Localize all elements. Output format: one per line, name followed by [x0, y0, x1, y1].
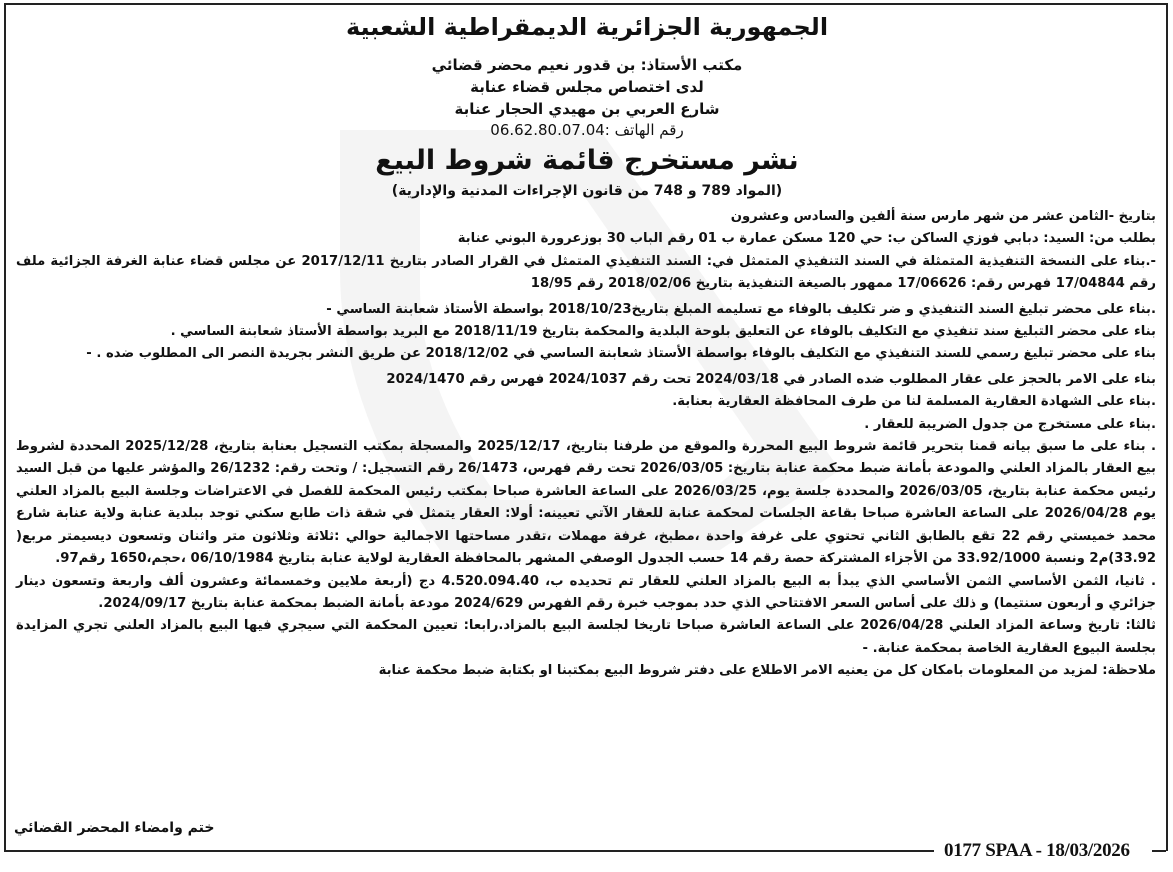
paragraph-requester: بطلب من: السيد: دبابي فوزي الساكن ب: حي 120 مسكن عمارة ب 01 رقم الباب 30 بوزعرورة البوني عنابة: [457, 231, 1156, 247]
notice-subtitle: (المواد 789 و 748 من قانون الإجراءات المدنية والإدارية): [391, 183, 783, 199]
office-phone: رقم الهاتف :06.62.80.07.04: [490, 121, 684, 139]
paragraph-notification-3: بناء على محضر تبليغ رسمي للسند التنفيذي مع التكليف بالوفاء بواسطة الأستاذ شعابنة الساسي في 2018/12/02 عن طريق النشر بجريدة النصر الى المطلوب ضده . -: [86, 346, 1156, 362]
bottom-rule-right: [1152, 850, 1166, 852]
paragraph-notification-1: .بناء على محضر تبليغ السند التنفيذي و ضر تكليف بالوفاء مع تسليمه المبلغ بتاريخ2018/10/23 بواسطة الأستاذ شعابنة الساسي -: [326, 301, 1156, 317]
bottom-rule: [4, 850, 934, 852]
republic-heading: الجمهورية الجزائرية الديمقراطية الشعبية: [345, 13, 829, 41]
paragraph-executive-copy: -.بناء على النسخة التنفيذية المتمثلة في السند التنفيذي المتمثل في: السند التنفيذي المتمثل في القرار الصادر بتاريخ 2017/12/11 عن مجلس قضاء عنابة الغرفة الجزائية ملف رقم 17/04844 فهرس رقم: 17/06626 ممهور بالصيغة التنفيذية بتاريخ 2018/02/06 رقم 18/95: [16, 253, 1156, 292]
paragraph-base-price: . ثانيا، الثمن الأساسي الثمن الأساسي الذي يبدأ به البيع بالمزاد العلني للعقار تم تحديده ب، 4.520.094.40 دج (أربعة ملايين وخمسمائة وعشرون ألف واربعة وتسعون دينار جزائري و أربعون سنتيما) و ذلك على أساس السعر الافتتاحي الذي حدد بموجب خبرة رقم الفهرس 2024/629 مودعة بأمانة الضبط بمحكمة عنابة بتاريخ 2024/09/17.: [16, 573, 1156, 611]
office-line-jurisdiction: لدى اختصاص مجلس قضاء عنابة: [470, 78, 704, 96]
bailiff-signature-label: ختم وامضاء المحضر القضائي: [14, 820, 215, 836]
paragraph-property-certificate: .بناء على الشهادة العقارية المسلمة لنا من طرف المحافظة العقارية بعنابة.: [672, 394, 1156, 410]
paragraph-auction-date: ثالثا: تاريخ وساعة المزاد العلني 2026/04/28 على الساعة العاشرة صباحا تاريخا لجلسة البيع بالمزاد.رابعا: تعيين المحكمة التي سيجري فيها البيع بالمزاد العلني تجري المزايدة بجلسة البيوع العقارية الخاصة بمحكمة عنابة. -: [16, 618, 1156, 656]
publication-reference: 0177 SPAA - 18/03/2026: [940, 840, 1134, 862]
paragraph-seizure-order: بناء على الامر بالحجز على عقار المطلوب ضده الصادر في 2024/03/18 تحت رقم 2024/1037 فهرس رقم 2024/1470: [386, 371, 1156, 387]
notice-title: نشر مستخرج قائمة شروط البيع: [375, 145, 799, 176]
notice-content: [12, 6, 1162, 683]
paragraph-tax-extract: .بناء على مستخرج من جدول الضريبة للعقار .: [864, 416, 1156, 432]
office-line-address: شارع العربي بن مهيدي الحجار عنابة: [454, 100, 720, 118]
paragraph-notification-2: بناء على محضر التبليغ سند تنفيذي مع التكليف بالوفاء عن التعليق بلوحة البلدية والمحكمة بتاريخ 2018/11/19 مع البريد بواسطة الأستاذ شعابنة الساسي .: [170, 324, 1156, 340]
paragraph-sale-conditions: . بناء على ما سبق بيانه قمنا بتحرير قائمة شروط البيع المحررة والموقع من طرفنا بتاريخ، 2025/12/17 والمسجلة بمكتب التسجيل بعنابة بتاريخ، 2025/12/28 المحددة لشروط بيع العقار بالمزاد العلني والمودعة بأمانة ضبط محكمة عنابة بتاريخ: 2026/03/05 تحت رقم فهرس، 26/1473 رقم التسجيل: / وتحت رقم: 26/1232 والمؤشر عليها من قبل السيد رئيس محكمة عنابة بتاريخ، 2026/03/05 والمحددة جلسة يوم، 2026/03/25 على الساعة العاشرة صباحا بمكتب رئيس المحكمة للفصل في الاعتراضات وجلسة البيع بالمزاد العلني يوم 2026/04/28 على الساعة العاشرة صباحا بقاعة الجلسات لمحكمة عنابة للعقار الآتي تعيينه: أولا: العقار يتمثل في شقة ذات طابع سكني توجد ببلدية عنابة ولاية عنابة شارع محمد خميستي رقم 22 تقع بالطابق الثاني تحتوي على غرفة واحدة ،مطبخ، غرفة مهملات ،تقدر مساحتها الاجمالية حوالي :ثلاثة وثلاثون متر واثنان وتسعون ديسيمتر مربع( 33.92)م2 ونسبة 33.92/1000 من الأجزاء المشتركة حصة رقم 14 حسب الجدول الوصفي المشهر بالمحافظة العقارية لولاية عنابة بتاريخ 06/10/1984 ،حجم،1650 رقم97.: [16, 439, 1157, 567]
paragraph-note: ملاحظة: لمزيد من المعلومات بامكان كل من يعنيه الامر الاطلاع على دفتر شروط البيع بمكتبنا او بكتابة ضبط محكمة عنابة: [378, 663, 1156, 679]
date-line: بتاريخ -الثامن عشر من شهر مارس سنة ألفين والسادس وعشرون: [730, 209, 1156, 224]
office-line-name: مكتب الأستاذ: بن قدور نعيم محضر قضائي: [431, 56, 743, 74]
